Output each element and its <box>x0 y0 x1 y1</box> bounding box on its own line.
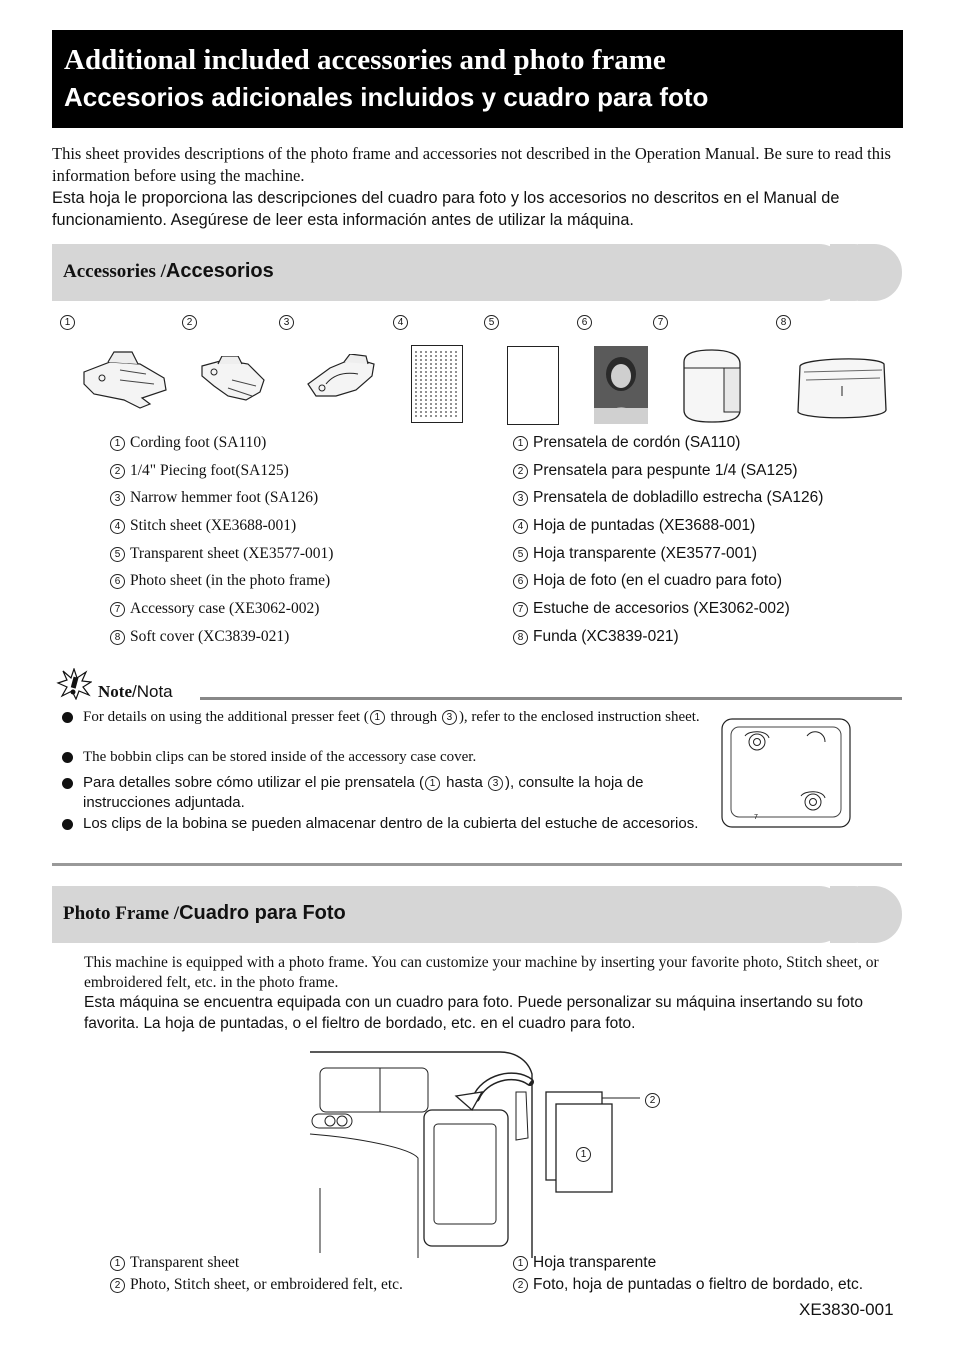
list-item: 6 Photo sheet (in the photo frame) <box>110 572 333 600</box>
note-item-en-1: For details on using the additional presser feet ( 1 through 3 ), refer to the enclosed instruction sheet. <box>62 707 702 727</box>
accessories-title-es: Accesorios <box>165 260 274 282</box>
figure-label: 7 <box>754 814 758 821</box>
case-cover-bobbin-clips-illustration <box>721 718 851 828</box>
note-divider <box>52 863 902 866</box>
accessory-case-illustration <box>678 348 746 424</box>
photo-frame-text-en: This machine is equipped with a photo frame. You can customize your machine by inserting your favorite photo, Stitch sheet, or embroidered felt, etc. in the photo frame. <box>84 954 879 991</box>
list-item: 7 Accessory case (XE3062-002) <box>110 600 333 628</box>
note-title-en: Note <box>98 682 132 701</box>
list-item: 5 Hoja transparente (XE3577-001) <box>513 545 823 573</box>
list-item: 8 Funda (XC3839-021) <box>513 628 823 656</box>
list-item: 2 1/4" Piecing foot(SA125) <box>110 462 333 490</box>
title-bar <box>52 30 903 128</box>
accessories-title-en: Accessories / <box>63 261 166 282</box>
item-number-8: 8 <box>776 313 796 330</box>
item-number-6: 6 <box>577 313 597 330</box>
item-number-7: 7 <box>653 313 673 330</box>
list-item: 4 Hoja de puntadas (XE3688-001) <box>513 517 823 545</box>
transparent-sheet-illustration <box>507 346 559 425</box>
soft-cover-illustration <box>794 352 890 424</box>
list-item: 7 Estuche de accesorios (XE3062-002) <box>513 600 823 628</box>
list-item: 1 Prensatela de cordón (SA110) <box>513 434 823 462</box>
photo-frame-title-en: Photo Frame / <box>63 903 180 924</box>
list-item: 3 Narrow hemmer foot (SA126) <box>110 489 333 517</box>
list-item: 8 Soft cover (XC3839-021) <box>110 628 333 656</box>
item-number-4: 4 <box>393 313 413 330</box>
note-item-es-2: Los clips de la bobina se pueden almacenar dentro de la cubierta del estuche de accesorios. <box>62 814 702 834</box>
accessories-list-en <box>110 434 333 656</box>
photo-frame-title-es: Cuadro para Foto <box>179 902 346 924</box>
note-header <box>56 668 902 700</box>
accessories-list-es <box>513 434 823 656</box>
item-number-1: 1 <box>60 313 80 330</box>
note-icon <box>56 668 92 700</box>
note-item-en-2: The bobbin clips can be stored inside of the accessory case cover. <box>62 747 702 767</box>
piecing-foot-illustration <box>198 356 270 406</box>
list-item: 4 Stitch sheet (XE3688-001) <box>110 517 333 545</box>
document-code: XE3830-001 <box>799 1300 894 1319</box>
photo-frame-illustration <box>300 1048 670 1258</box>
intro-en: This sheet provides descriptions of the photo frame and accessories not described in the Operation Manual. Be sure to read this information before using the machine. <box>52 144 891 185</box>
narrow-hemmer-foot-illustration <box>306 354 378 402</box>
cording-foot-illustration <box>80 350 170 410</box>
note-item-es-1: Para detalles sobre cómo utilizar el pie prensatela ( 1 hasta 3 ), consulte la hoja de instrucciones adjuntada. <box>62 773 702 813</box>
page-title-es: Accesorios adicionales incluidos y cuadro para foto <box>64 82 709 112</box>
photo-frame-section-header <box>52 886 902 943</box>
page-title-en: Additional included accessories and photo frame <box>64 44 666 76</box>
photo-sheet-illustration <box>594 346 648 424</box>
list-item: 1 Cording foot (SA110) <box>110 434 333 462</box>
list-item: 2 Prensatela para pespunte 1/4 (SA125) <box>513 462 823 490</box>
item-number-3: 3 <box>279 313 299 330</box>
legend-es-2: 2 Foto, hoja de puntadas o fieltro de bordado, etc. <box>513 1276 863 1294</box>
list-item: 5 Transparent sheet (XE3577-001) <box>110 545 333 573</box>
note-title-es: /Nota <box>131 682 173 701</box>
list-item: 3 Prensatela de dobladillo estrecha (SA126) <box>513 489 823 517</box>
intro-es: Esta hoja le proporciona las descripciones del cuadro para foto y los accesorios no descritos en el Manual de funcionamiento. Asegúrese de leer esta información antes de utilizar la máquina. <box>52 189 840 229</box>
photo-frame-text-es: Esta máquina se encuentra equipada con un cuadro para foto. Puede personalizar su máquina insertando su foto favorita. La hoja de puntadas, o el fieltro de bordado, etc. en el cuadro para foto. <box>84 994 863 1032</box>
legend-es-1: 1 Hoja transparente <box>513 1254 656 1272</box>
legend-en-2: 2 Photo, Stitch sheet, or embroidered felt, etc. <box>110 1276 403 1294</box>
list-item: 6 Hoja de foto (en el cuadro para foto) <box>513 572 823 600</box>
item-number-5: 5 <box>484 313 504 330</box>
stitch-sheet-illustration <box>411 345 463 423</box>
callout-2: 2 <box>645 1091 665 1109</box>
callout-1: 1 <box>576 1145 596 1163</box>
legend-en-1: 1 Transparent sheet <box>110 1254 239 1272</box>
accessories-section-header <box>52 244 902 301</box>
item-number-2: 2 <box>182 313 202 330</box>
